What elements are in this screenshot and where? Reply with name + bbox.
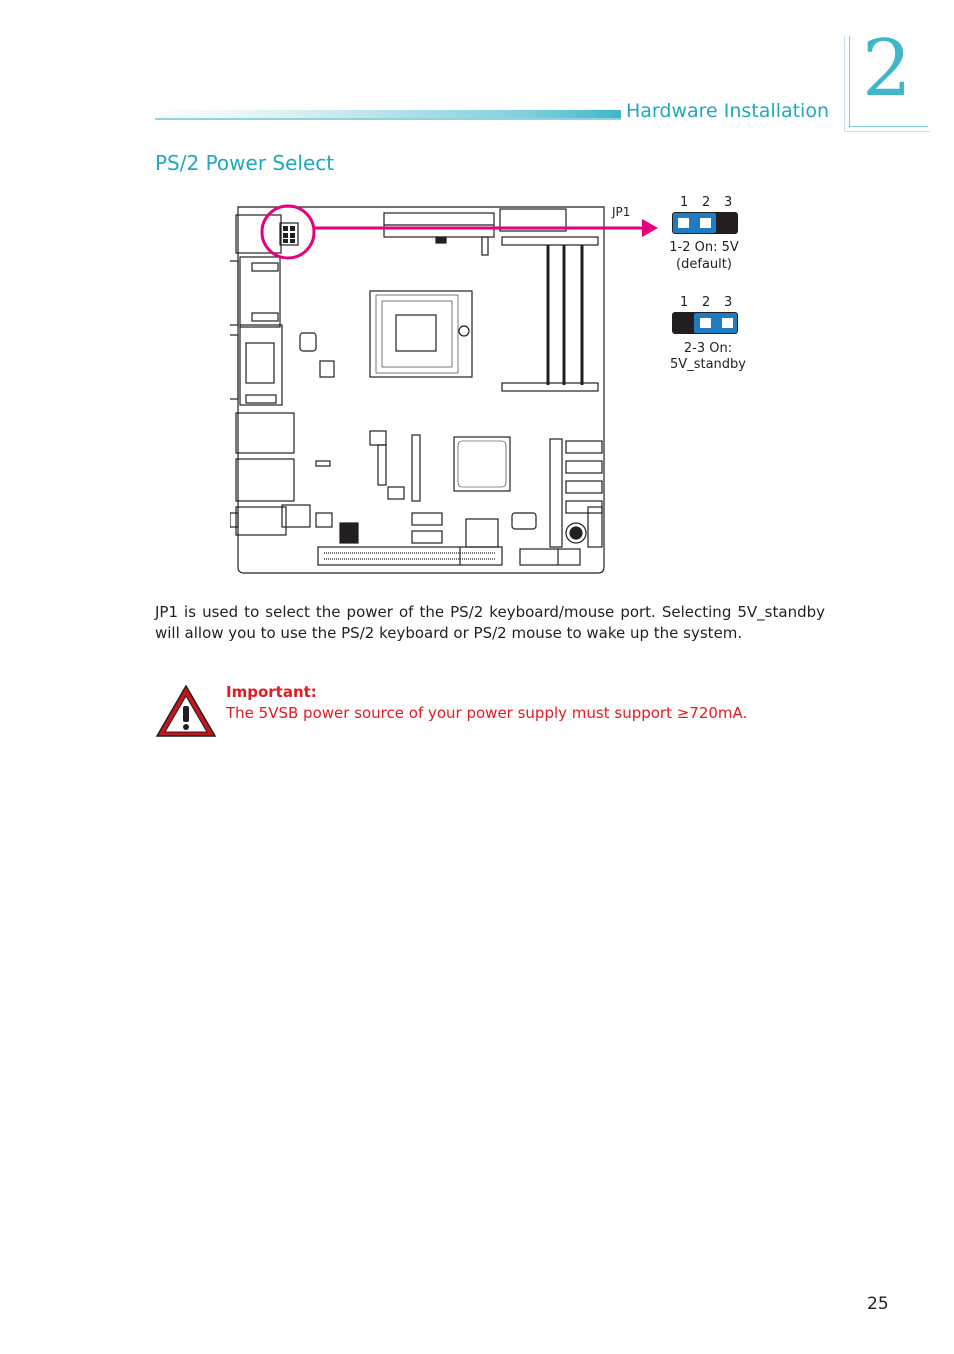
important-text: The 5VSB power source of your power supply must support ≥720mA.	[226, 704, 748, 722]
svg-text:5V_standby: 5V_standby	[670, 357, 746, 372]
warning-triangle-icon	[155, 684, 217, 742]
important-label: Important:	[226, 683, 317, 701]
page-number: 25	[867, 1294, 889, 1314]
section-title: PS/2 Power Select	[155, 151, 335, 175]
svg-text:3: 3	[724, 295, 733, 310]
svg-text:2: 2	[702, 295, 711, 310]
header-title: Hardware Installation	[626, 100, 830, 122]
svg-text:3: 3	[724, 195, 733, 210]
jumper-label: JP1	[612, 205, 631, 219]
svg-text:2: 2	[702, 195, 711, 210]
svg-text:(default): (default)	[676, 257, 732, 272]
jumper-config-2-3	[670, 295, 746, 372]
jumper-config-1-2	[669, 195, 739, 272]
chapter-number: 2	[862, 24, 912, 114]
header-rule	[155, 110, 621, 120]
svg-text:1: 1	[680, 195, 689, 210]
description-paragraph: JP1 is used to select the power of the PS/2 keyboard/mouse port. Selecting 5V_standby will allow you to use the PS/2 keyboard or PS/2 mouse to wake up the system.	[155, 603, 825, 642]
motherboard-diagram	[230, 195, 770, 589]
svg-text:2-3 On:: 2-3 On:	[683, 341, 733, 356]
svg-text:1: 1	[680, 295, 689, 310]
pointer-arrowhead	[642, 219, 658, 237]
svg-text:1-2 On: 5V: 1-2 On: 5V	[669, 240, 739, 255]
board-outline	[230, 207, 604, 573]
